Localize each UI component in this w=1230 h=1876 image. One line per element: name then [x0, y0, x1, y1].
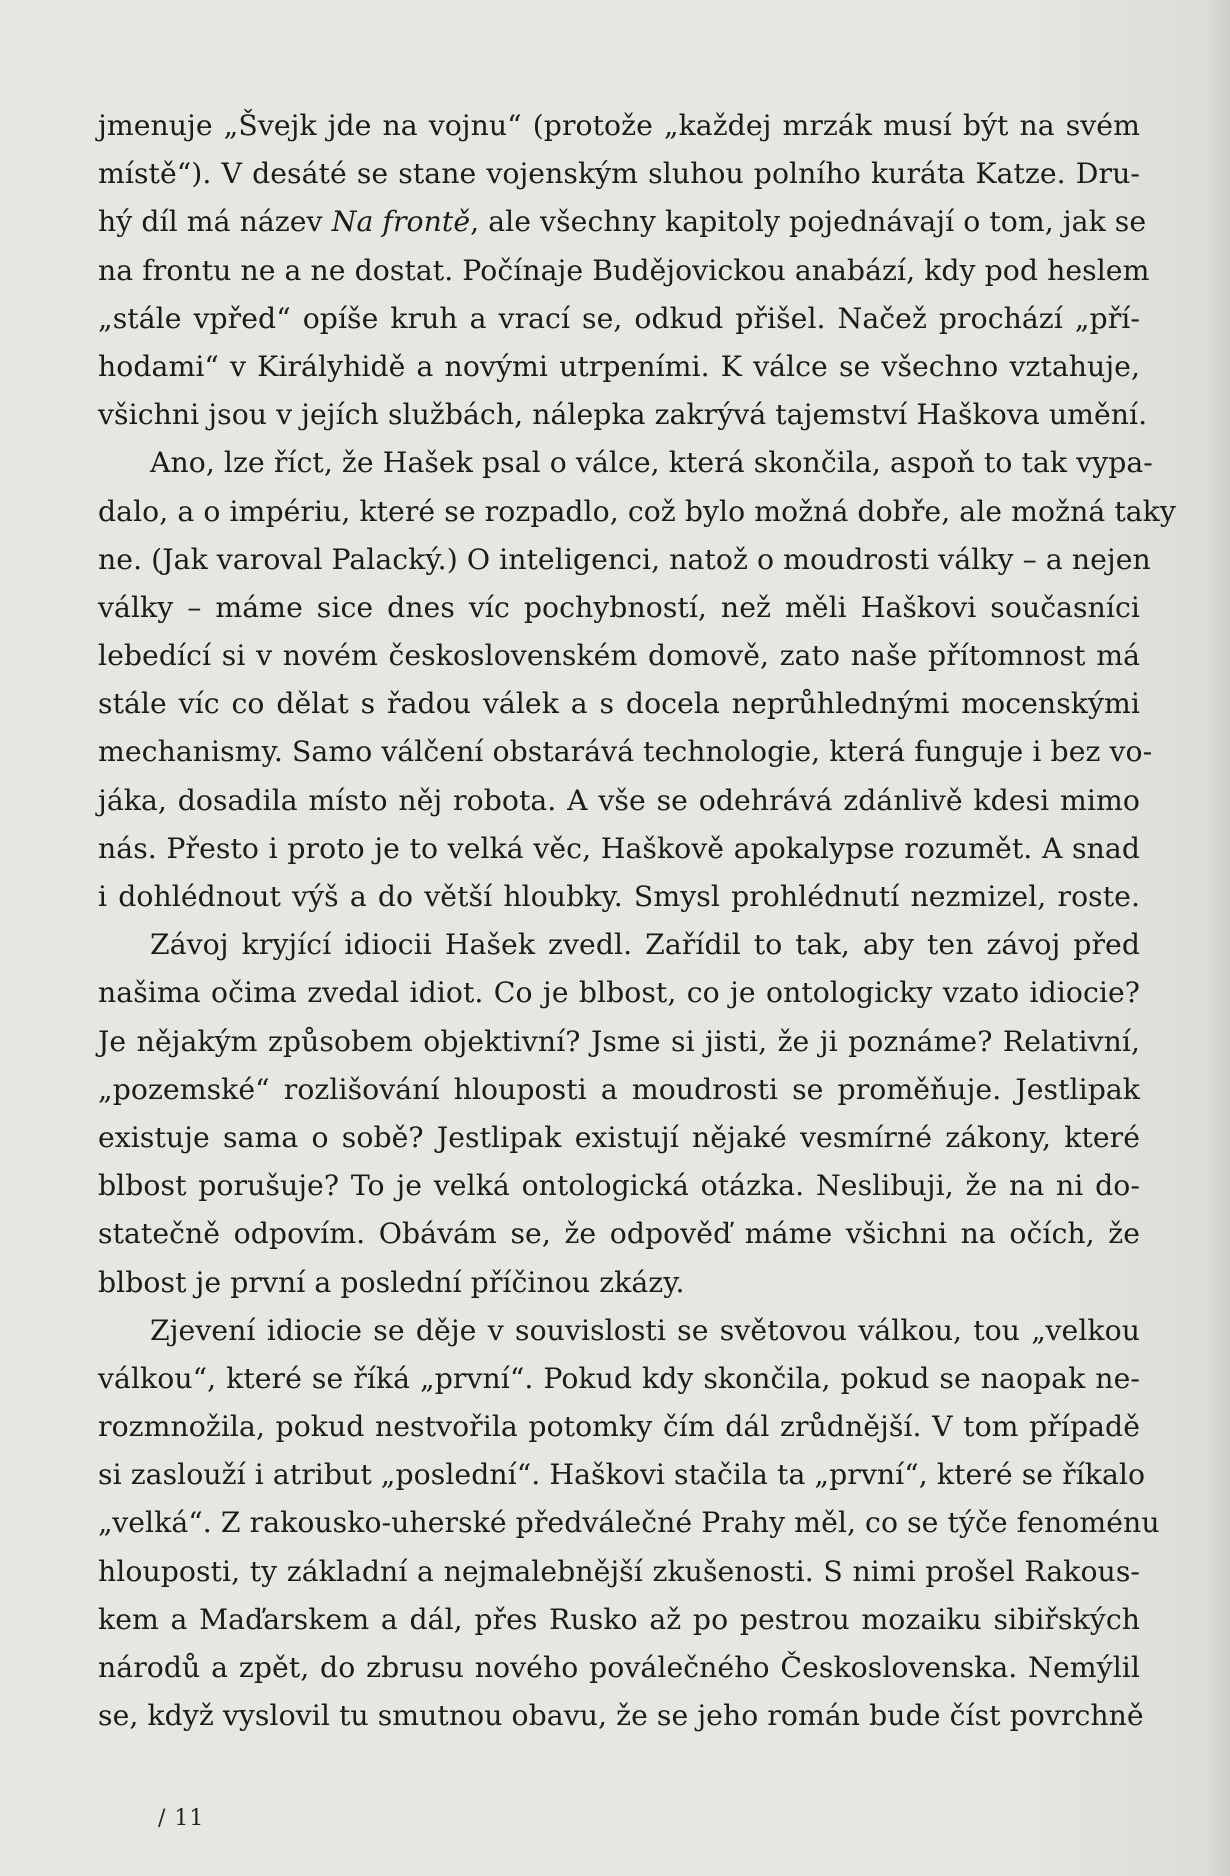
text-fragment: , ale všechny kapitoly pojednávají o tom, jak se — [470, 205, 1147, 239]
text-line: stále víc co dělat s řadou válek a s docela neprůhlednými mocenskými — [98, 687, 1140, 721]
text-line: ne. (Jak varoval Palacký.) O inteligenci, natož o moudrosti války – a nejen — [98, 542, 1151, 576]
text-line: Ano, lze říct, že Hašek psal o válce, která skončila, aspoň to tak vypa- — [150, 446, 1153, 480]
text-line: blbost je první a poslední příčinou zkázy. — [98, 1265, 685, 1299]
text-line — [98, 198, 1147, 246]
page-number: / 11 — [158, 1806, 205, 1831]
text-line: „stále vpřed“ opíše kruh a vrací se, odkud přišel. Načež prochází „pří- — [98, 301, 1140, 335]
text-line: mechanismy. Samo válčení obstarává technologie, která funguje i bez vo- — [98, 735, 1153, 769]
text-line: blbost porušuje? To je velká ontologická otázka. Neslibuji, že na ni do- — [98, 1169, 1140, 1203]
text-line: lebedící si v novém československém domově, zato naše přítomnost má — [98, 639, 1140, 673]
text-fragment: hý díl má název — [98, 205, 332, 239]
text-line: Závoj kryjící idiocii Hašek zvedl. Zařídil to tak, aby ten závoj před — [150, 928, 1140, 962]
text-line: „pozemské“ rozlišování hlouposti a moudrosti se proměňuje. Jestlipak — [98, 1072, 1140, 1106]
text-line: se, když vyslovil tu smutnou obavu, že se jeho román bude číst povrchně — [98, 1699, 1144, 1733]
text-line: války – máme sice dnes víc pochybností, než měli Haškovi současníci — [98, 590, 1140, 624]
text-line: na frontu ne a ne dostat. Počínaje Budějovickou anabází, kdy pod heslem — [98, 253, 1150, 287]
text-line: „velká“. Z rakousko-uherské předválečné Prahy měl, co se týče fenoménu — [98, 1506, 1160, 1540]
text-line: Zjevení idiocie se děje v souvislosti se světovou válkou, tou „velkou — [150, 1313, 1140, 1347]
text-line: rozmnožila, pokud nestvořila potomky čím dál zrůdnější. V tom případě — [98, 1410, 1140, 1444]
text-line: místě“). V desáté se stane vojenským sluhou polního kuráta Katze. Dru- — [98, 157, 1140, 191]
text-line: kem a Maďarskem a dál, přes Rusko až po pestrou mozaiku sibiřských — [98, 1602, 1140, 1636]
text-line: nás. Přesto i proto je to velká věc, Haškově apokalypse rozumět. A snad — [98, 831, 1140, 865]
book-title: Na frontě — [331, 205, 471, 239]
text-line: si zaslouží i atribut „poslední“. Haškovi stačila ta „první“, které se říkalo — [98, 1458, 1146, 1492]
text-line: jáka, dosadila místo něj robota. A vše se odehrává zdánlivě kdesi mimo — [98, 783, 1140, 817]
text-line: všichni jsou v jejích službách, nálepka zakrývá tajemství Haškova umění. — [98, 398, 1148, 432]
text-line: válkou“, které se říká „první“. Pokud kdy skončila, pokud se naopak ne- — [98, 1361, 1140, 1395]
text-line: i dohlédnout výš a do větší hloubky. Smysl prohlédnutí nezmizel, roste. — [98, 880, 1140, 913]
text-line: hlouposti, ty základní a nejmalebnější zkušenosti. S nimi prošel Rakous- — [98, 1554, 1140, 1588]
text-line: našima očima zvedal idiot. Co je blbost, co je ontologicky vzato idiocie? — [98, 976, 1140, 1010]
body-text — [98, 102, 1176, 1740]
text-line: statečně odpovím. Obávám se, že odpověď máme všichni na očích, že — [98, 1217, 1140, 1251]
text-line: jmenuje „Švejk jde na vojnu“ (protože „každej mrzák musí být na svém — [98, 109, 1140, 142]
text-line: hodami“ v Királyhidě a novými utrpeními. K válce se všechno vztahuje, — [98, 349, 1140, 383]
text-line: národů a zpět, do zbrusu nového poválečného Československa. Nemýlil — [98, 1651, 1140, 1684]
text-line: existuje sama o sobě? Jestlipak existují nějaké vesmírné zákony, které — [98, 1120, 1140, 1154]
text-line: Je nějakým způsobem objektivní? Jsme si jisti, že ji poznáme? Relativní, — [98, 1024, 1140, 1058]
text-line: dalo, a o impériu, které se rozpadlo, což bylo možná dobře, ale možná taky — [98, 494, 1176, 528]
